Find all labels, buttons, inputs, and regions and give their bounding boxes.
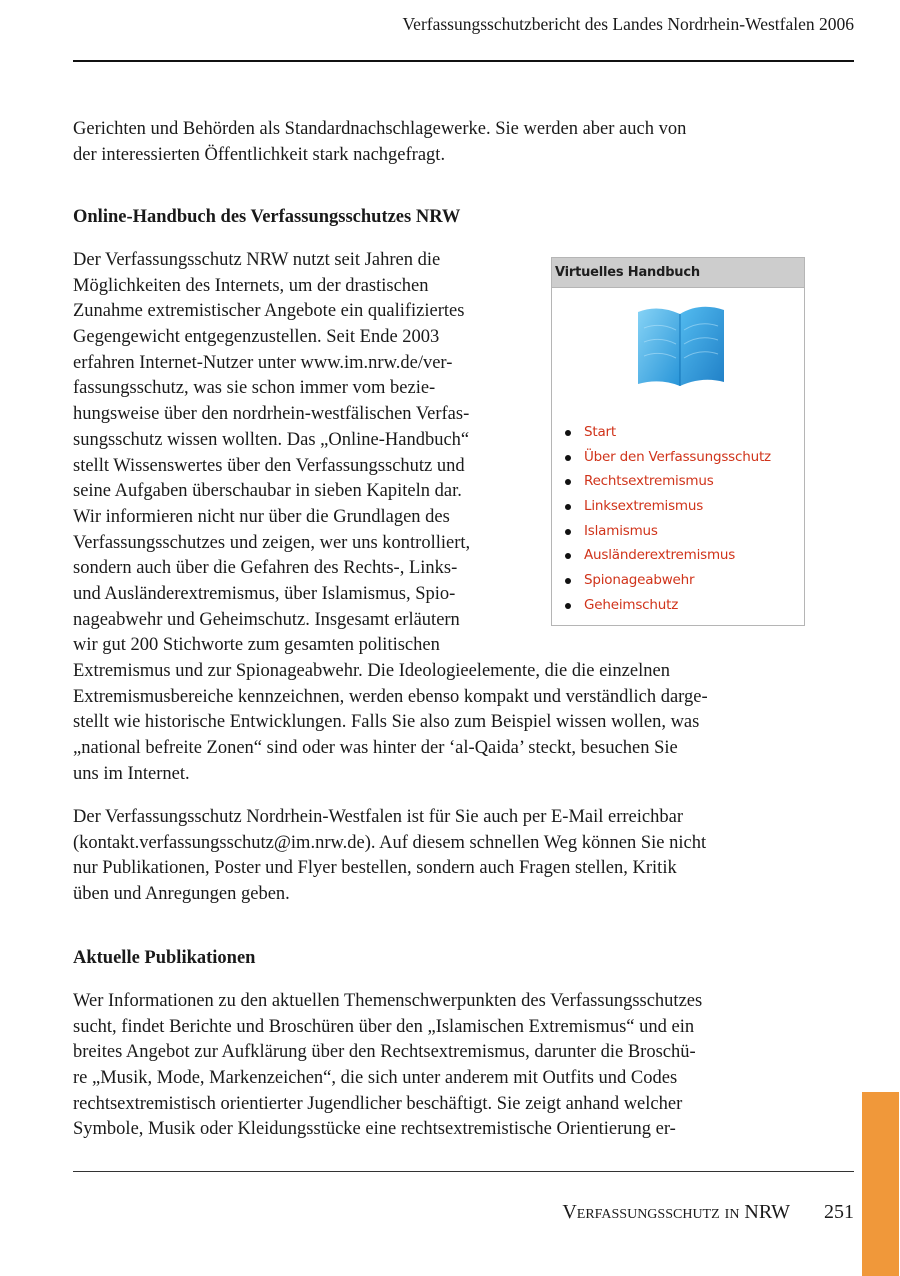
text-line: re „Musik, Mode, Markenzeichen“, die sich unter anderem mit Outfits und Codes: [73, 1068, 678, 1089]
text-line: erfahren Internet-Nutzer unter www.im.nrw.de/ver-: [73, 352, 453, 373]
bullet-icon: [565, 553, 571, 559]
header-rule: [73, 60, 854, 62]
bullet-icon: [565, 529, 571, 535]
bullet-icon: [565, 455, 571, 461]
bullet-icon: [565, 479, 571, 485]
text-line: Wer Informationen zu den aktuellen Themenschwerpunkten des Verfassungsschutzes: [73, 991, 703, 1011]
page-number: 251: [824, 1201, 854, 1223]
intro-paragraph: [73, 117, 686, 168]
text-line: sondern auch über die Gefahren des Rechts-, Links-: [73, 558, 458, 579]
text-line: nageabwehr und Geheimschutz. Insgesamt erläutern: [73, 609, 460, 630]
text-line: Verfassungsschutzes und zeigen, wer uns kontrolliert,: [73, 532, 471, 553]
section-heading-publikationen: Aktuelle Publikationen: [73, 948, 256, 968]
text-line: sungsschutz wissen wollten. Das „Online-Handbuch“: [73, 429, 470, 450]
bullet-icon: [565, 578, 571, 584]
handbook-link-auslaenderextremismus[interactable]: Ausländerextremismus: [562, 543, 771, 568]
text-line: seine Aufgaben überschaubar in sieben Kapiteln dar.: [73, 481, 462, 502]
text-line: der interessierten Öffentlichkeit stark nachgefragt.: [73, 144, 446, 165]
handbook-link-ueber[interactable]: Über den Verfassungsschutz: [562, 445, 771, 470]
text-line: rechtsextremistisch orientierter Jugendlicher beschäftigt. Sie zeigt anhand welcher: [73, 1093, 683, 1114]
handbook-link-geheimschutz[interactable]: Geheimschutz: [562, 593, 771, 618]
email-paragraph: [73, 805, 706, 908]
running-header: Verfassungsschutzbericht des Landes Nordrhein-Westfalen 2006: [402, 14, 854, 34]
text-line: wir gut 200 Stichworte zum gesamten politischen: [73, 635, 440, 656]
text-line: Symbole, Musik oder Kleidungsstücke eine rechtsextremistische Orientierung er-: [73, 1119, 676, 1140]
text-line: hungsweise über den nordrhein-westfälischen Verfas-: [73, 404, 470, 425]
text-line: (kontakt.verfassungsschutz@im.nrw.de). Auf diesem schnellen Weg können Sie nicht: [73, 832, 707, 853]
footer-rule: [73, 1171, 854, 1172]
open-book-icon: [630, 298, 730, 393]
section-heading-online-handbuch: Online-Handbuch des Verfassungsschutzes NRW: [73, 207, 461, 227]
virtual-handbook-image: [551, 257, 805, 626]
bullet-icon: [565, 430, 571, 436]
text-line: nur Publikationen, Poster und Flyer bestellen, sondern auch Fragen stellen, Kritik: [73, 858, 677, 879]
publikationen-paragraph: [73, 989, 702, 1143]
footer-section-title: Verfassungsschutz in NRW: [562, 1201, 790, 1223]
text-line: Gerichten und Behörden als Standardnachschlagewerke. Sie werden aber auch von: [73, 119, 687, 139]
handbook-nav-list: [562, 420, 771, 618]
handbook-link-spionageabwehr[interactable]: Spionageabwehr: [562, 568, 771, 593]
text-line: Gegengewicht entgegenzustellen. Seit Ende 2003: [73, 327, 440, 348]
bullet-icon: [565, 603, 571, 609]
text-line: Zunahme extremistischer Angebote ein qualifiziertes: [73, 301, 465, 322]
text-line: stellt Wissenswertes über den Verfassungsschutz und: [73, 455, 465, 476]
text-line: Extremismusbereiche kennzeichnen, werden ebenso kompakt und verständlich darge-: [73, 686, 708, 707]
handbook-link-linksextremismus[interactable]: Linksextremismus: [562, 494, 771, 519]
text-line: Möglichkeiten des Internets, um der drastischen: [73, 275, 429, 296]
handbook-link-rechtsextremismus[interactable]: Rechtsextremismus: [562, 469, 771, 494]
text-line: Der Verfassungsschutz Nordrhein-Westfalen ist für Sie auch per E-Mail erreichbar: [73, 807, 683, 827]
handbook-title: Virtuelles Handbuch: [552, 258, 804, 288]
text-line: breites Angebot zur Aufklärung über den Rechtsextremismus, darunter die Broschü-: [73, 1042, 696, 1063]
text-line: und Ausländerextremismus, über Islamismus, Spio-: [73, 583, 456, 604]
handbook-link-islamismus[interactable]: Islamismus: [562, 519, 771, 544]
handbook-link-start[interactable]: Start: [562, 420, 771, 445]
text-line: stellt wie historische Entwicklungen. Falls Sie also zum Beispiel wissen wollen, was: [73, 712, 700, 733]
text-line: Extremismus und zur Spionageabwehr. Die Ideologieelemente, die die einzelnen: [73, 661, 670, 681]
text-line: Der Verfassungsschutz NRW nutzt seit Jahren die: [73, 250, 441, 270]
text-line: sucht, findet Berichte und Broschüren über den „Islamischen Extremismus“ und ein: [73, 1016, 695, 1037]
chapter-tab-marker: [862, 1092, 899, 1276]
text-line: uns im Internet.: [73, 763, 190, 784]
text-line: üben und Anregungen geben.: [73, 884, 290, 905]
text-line: „national befreite Zonen“ sind oder was hinter der ‘al-Qaida’ steckt, besuchen Sie: [73, 738, 678, 759]
bullet-icon: [565, 504, 571, 510]
text-line: fassungsschutz, was sie schon immer vom bezie-: [73, 378, 436, 399]
text-line: Wir informieren nicht nur über die Grundlagen des: [73, 506, 450, 527]
